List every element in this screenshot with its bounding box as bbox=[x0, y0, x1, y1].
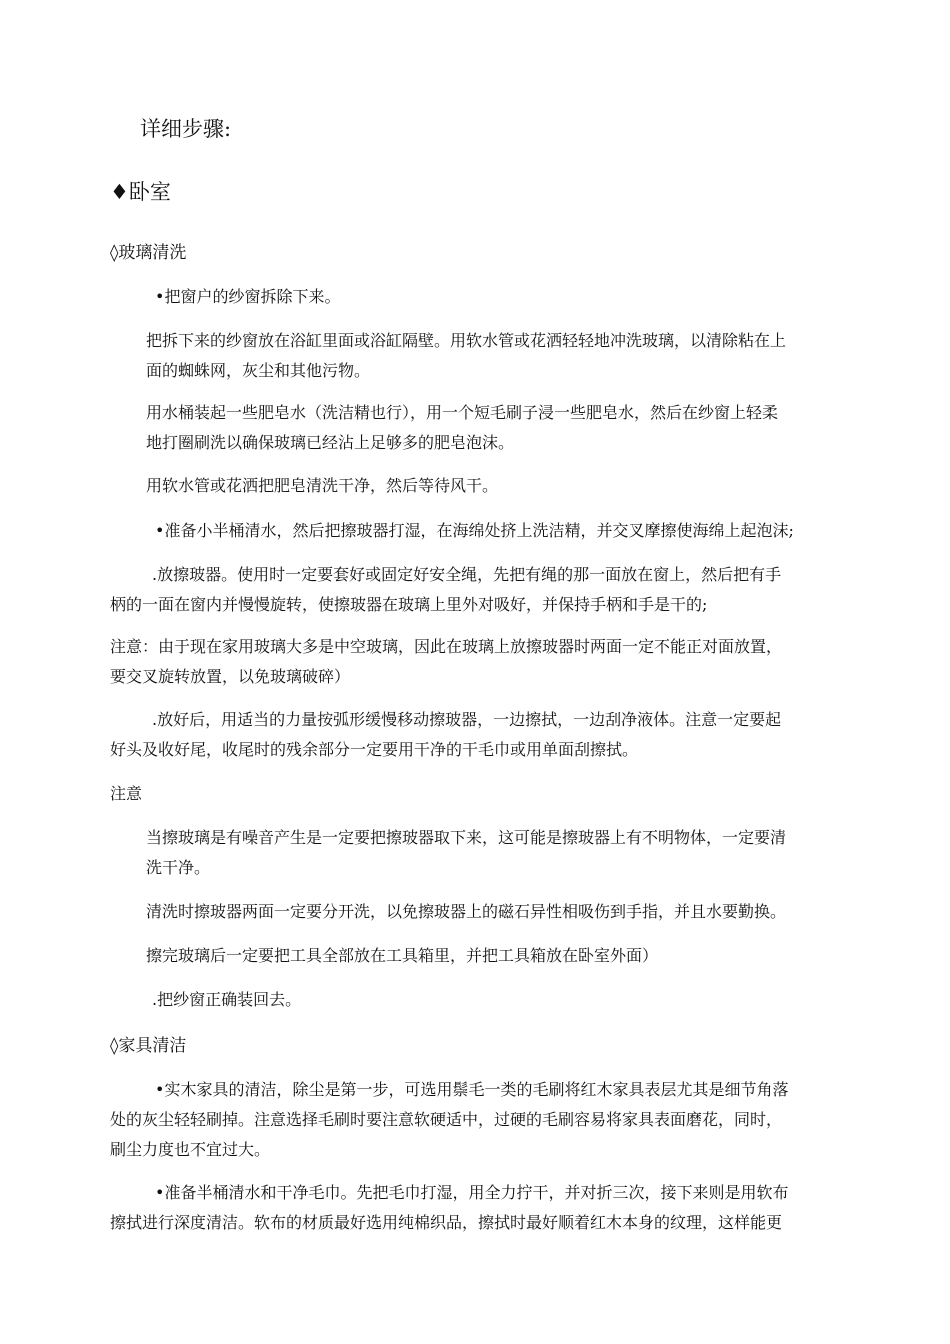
paragraph bbox=[110, 1075, 788, 1165]
text-line: 当擦玻璃是有噪音产生是一定要把擦玻器取下来，这可能是擦玻器上有不明物体，一定要清 bbox=[146, 828, 787, 847]
paragraph bbox=[110, 779, 142, 809]
text-line: 好头及收好尾，收尾时的残余部分一定要用干净的干毛巾或用单面刮擦拭。 bbox=[110, 740, 639, 759]
paragraph bbox=[155, 516, 794, 546]
text-line: 柄的一面在窗内并慢慢旋转，使擦玻器在玻璃上里外对吸好，并保持手柄和手是干的; bbox=[110, 595, 708, 614]
text-line: •准备小半桶清水，然后把擦玻器打湿，在海绵处挤上洗洁精，并交叉摩擦使海绵上起泡沫; bbox=[155, 521, 794, 540]
paragraph bbox=[146, 941, 658, 971]
subsection-title-furniture: ◊家具清洁 bbox=[110, 1036, 187, 1056]
paragraph bbox=[110, 632, 782, 692]
text-line: 面的蜘蛛网，灰尘和其他污物。 bbox=[146, 361, 371, 380]
text-line: 要交叉旋转放置，以免玻璃破碎） bbox=[110, 667, 351, 686]
text-line: 擦拭进行深度清洁。软布的材质最好选用纯棉织品，擦拭时最好顺着红木本身的纹理，这样能更 bbox=[110, 1213, 783, 1232]
paragraph bbox=[146, 326, 786, 386]
text-line: •准备半桶清水和干净毛巾。先把毛巾打湿，用全力拧干，并对折三次，接下来则是用软布 bbox=[155, 1183, 789, 1202]
paragraph bbox=[146, 823, 786, 883]
text-line: 地打圈刷洗以确保玻璃已经沾上足够多的肥皂泡沫。 bbox=[146, 433, 515, 452]
text-line: 处的灰尘轻轻刷掉。注意选择毛刷时要注意软硬适中，过硬的毛刷容易将家具表面磨花，同时， bbox=[110, 1110, 783, 1129]
paragraph bbox=[110, 705, 781, 765]
paragraph bbox=[146, 897, 786, 927]
text-line: 注意：由于现在家用玻璃大多是中空玻璃，因此在玻璃上放擦玻器时两面一定不能正对面放置， bbox=[110, 637, 783, 656]
page-heading: 详细步骤: bbox=[140, 117, 232, 141]
text-line: 清洗时擦玻器两面一定要分开洗，以免擦玻器上的磁石异性相吸伤到手指，并且水要勤换。 bbox=[146, 902, 787, 921]
text-line: 用水桶装起一些肥皂水（洗洁精也行），用一个短毛刷子浸一些肥皂水，然后在纱窗上轻柔 bbox=[146, 403, 779, 422]
text-line: •把窗户的纱窗拆除下来。 bbox=[155, 287, 341, 306]
text-line: .放好后，用适当的力量按弧形缓慢移动擦玻器，一边擦拭，一边刮净液体。注意一定要起 bbox=[152, 710, 782, 729]
paragraph bbox=[146, 398, 778, 458]
paragraph bbox=[155, 282, 340, 312]
text-line: 擦完玻璃后一定要把工具全部放在工具箱里，并把工具箱放在卧室外面） bbox=[146, 946, 659, 965]
text-line: 洗干净。 bbox=[146, 858, 211, 877]
text-line: .把纱窗正确装回去。 bbox=[152, 990, 302, 1009]
text-line: 注意 bbox=[110, 784, 143, 803]
paragraph bbox=[152, 985, 301, 1015]
paragraph bbox=[110, 1178, 788, 1238]
subsection-title-glass: ◊玻璃清洗 bbox=[110, 243, 187, 263]
text-line: 用软水管或花洒把肥皂清洗干净，然后等待风干。 bbox=[146, 476, 499, 495]
paragraph bbox=[110, 560, 781, 620]
section-title-bedroom: ♦卧室 bbox=[110, 180, 171, 204]
text-line: 把拆下来的纱窗放在浴缸里面或浴缸隔壁。用软水管或花洒轻轻地冲洗玻璃，以清除粘在上 bbox=[146, 331, 787, 350]
text-line: .放擦玻器。使用时一定要套好或固定好安全绳，先把有绳的那一面放在窗上，然后把有手 bbox=[152, 565, 782, 584]
text-line: 刷尘力度也不宜过大。 bbox=[110, 1140, 271, 1159]
paragraph bbox=[146, 471, 498, 501]
text-line: •实木家具的清洁，除尘是第一步，可选用鬃毛一类的毛刷将红木家具表层尤其是细节角落 bbox=[155, 1080, 789, 1099]
